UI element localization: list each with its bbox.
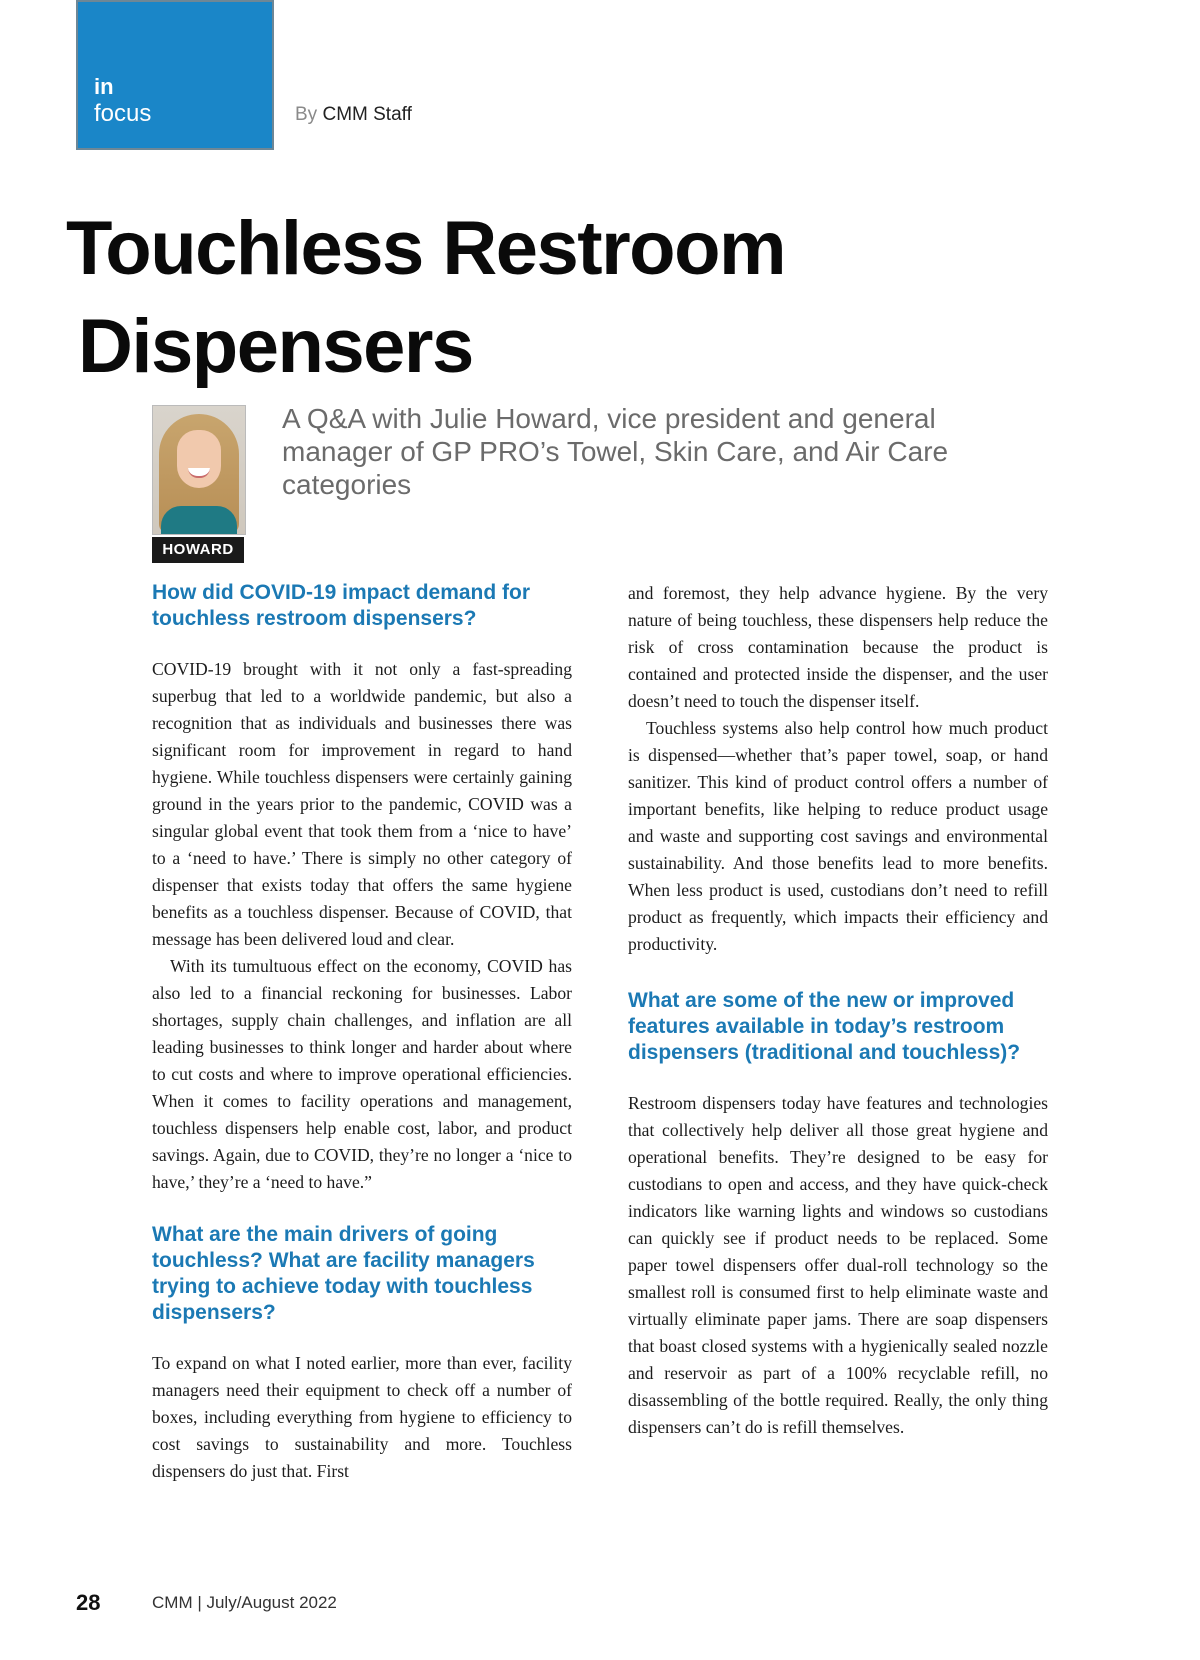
answer-3-paragraph-1: Restroom dispensers today have features and technologies that collectively help deliver all those great hygiene and operational benefits. They’re designed to be easy for custodians to open and access, and they have quick-check indicators like warning lights and windows so custodians can quickly see if product needs to be replaced. Some paper towel dispensers offer dual-roll technology so the smallest roll is consumed first to help eliminate waste and virtually eliminate paper jams. There are soap dispensers that boast closed systems with a hygienically sealed nozzle and reservoir as part of a 100% recyclable refill, no disassembling of the bottle required. Really, the only thing dispensers can’t do is refill themselves.: [628, 1093, 1048, 1437]
answer-1-paragraph-2: With its tumultuous effect on the economy, COVID has also led to a financial reckoning for businesses. Labor shortages, supply chain challenges, and inflation are all leading businesses to think longer and harder about where to cut costs and where to improve operational efficiencies. When it comes to facility operations and management, touchless dispensers help enable cost, labor, and product savings. Again, due to COVID, they’re no longer a ‘nice to have,’ they’re a ‘need to have.”: [152, 956, 572, 1192]
byline-author: CMM Staff: [322, 104, 412, 125]
section-tab: [76, 0, 274, 150]
byline-prefix: By: [295, 104, 318, 125]
headline: [66, 200, 785, 396]
headline-line1: Touchless Restroom: [66, 206, 786, 291]
article-column-left: [152, 580, 572, 1485]
publication-info: CMM | July/August 2022: [152, 1593, 337, 1612]
section-tab-line1: in: [94, 74, 114, 99]
answer-2-paragraph-1: To expand on what I noted earlier, more than ever, facility managers need their equipment to check off a number of boxes, including everything from hygiene to efficiency to cost savings to sustainability and more. Touchless dispensers do just that. First: [152, 1353, 572, 1481]
page-number: 28: [76, 1590, 101, 1615]
author-photo: [152, 405, 246, 535]
question-2: What are the main drivers of going touchless? What are facility managers trying to achieve today with touchless dispensers?: [152, 1223, 535, 1324]
answer-2-paragraph-2: Touchless systems also help control how much product is dispensed—whether that’s paper towel, soap, or hand sanitizer. This kind of product control offers a number of important benefits, like helping to reduce product usage and waste and supporting cost savings and environmental sustainability. And those benefits lead to more benefits. When less product is used, custodians don’t need to refill product as frequently, which impacts their efficiency and productivity.: [628, 718, 1048, 954]
answer-2-paragraph-1-continued: and foremost, they help advance hygiene. By the very nature of being touchless, these dispensers help reduce the risk of cross contamination because the product is contained and protected inside the dispenser, and the user doesn’t need to touch the dispenser itself.: [628, 583, 1048, 711]
question-1: How did COVID-19 impact demand for touchless restroom dispensers?: [152, 581, 531, 630]
question-3: What are some of the new or improved features available in today’s restroom dispensers (traditional and touchless)?: [628, 989, 1021, 1064]
deck-subtitle: A Q&A with Julie Howard, vice president and general manager of GP PRO’s Towel, Skin Care, and Air Care categories: [282, 403, 949, 500]
section-tab-line2: focus: [94, 100, 152, 127]
headline-line2: Dispensers: [78, 304, 473, 389]
byline: [295, 104, 412, 126]
article-column-right: [628, 580, 1048, 1441]
photo-caption: HOWARD: [152, 537, 244, 563]
answer-1-paragraph-1: COVID-19 brought with it not only a fast-spreading superbug that led to a worldwide pandemic, but also a recognition that as individuals and businesses there was significant room for improvement in regard to hand hygiene. While touchless dispensers were certainly gaining ground in the years prior to the pandemic, COVID was a singular global event that took them from a ‘nice to have’ to a ‘need to have.’ There is simply no other category of dispenser that exists today that offers the same hygiene benefits as a touchless dispenser. Because of COVID, that message has been delivered loud and clear.: [152, 659, 572, 949]
